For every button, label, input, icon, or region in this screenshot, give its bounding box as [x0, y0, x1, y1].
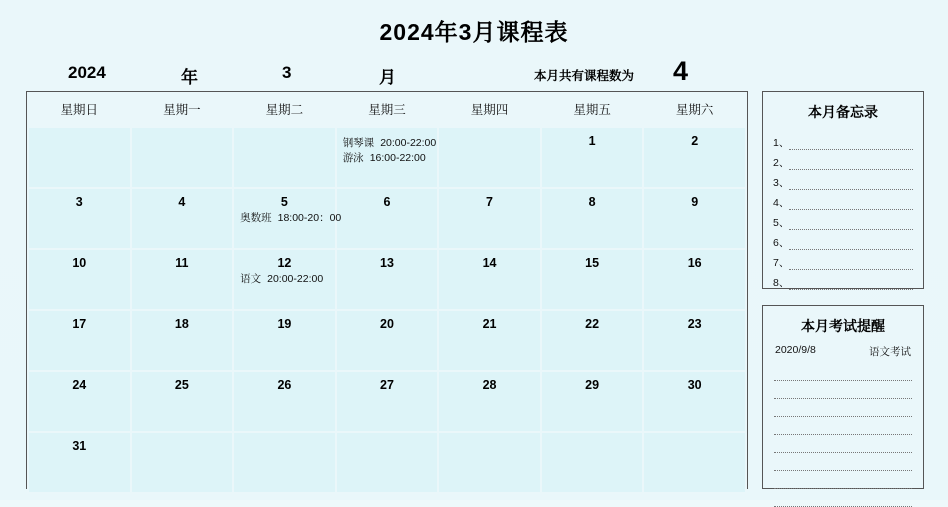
- memo-list: [763, 130, 923, 290]
- day-number: 19: [277, 317, 292, 331]
- event-entry[interactable]: [342, 136, 437, 151]
- weekday-header-2: 星期二: [233, 92, 336, 127]
- event-name: 游泳: [342, 152, 364, 164]
- memo-panel: [762, 91, 924, 289]
- calendar-cell[interactable]: [233, 127, 336, 188]
- day-number: 3: [75, 195, 83, 209]
- memo-item[interactable]: [773, 230, 913, 250]
- day-number: 10: [72, 256, 87, 270]
- day-number: 13: [380, 256, 394, 270]
- memo-item-number: 8、: [773, 277, 790, 289]
- day-number: 20: [380, 317, 394, 331]
- day-number: [337, 433, 438, 439]
- memo-item[interactable]: [773, 270, 913, 290]
- calendar-week-row: [28, 127, 746, 188]
- weekday-header-4: 星期四: [438, 92, 541, 127]
- calendar-week-row: [28, 249, 746, 310]
- exam-blank-line[interactable]: [774, 399, 912, 417]
- exam-blank-line[interactable]: [774, 489, 912, 507]
- memo-item-line: [789, 218, 913, 230]
- calendar-cell[interactable]: [131, 249, 234, 310]
- calendar-cell[interactable]: [131, 310, 234, 371]
- exam-rows: [763, 344, 923, 361]
- exam-title: 本月考试提醒: [801, 318, 885, 334]
- calendar-cell[interactable]: [336, 127, 439, 188]
- calendar-cell[interactable]: [131, 127, 234, 188]
- memo-item-number: 4、: [773, 197, 790, 209]
- day-number: 7: [486, 195, 493, 209]
- day-number: 16: [687, 256, 702, 270]
- exam-panel: [762, 305, 924, 489]
- memo-title: 本月备忘录: [808, 104, 878, 120]
- calendar-cell[interactable]: [438, 127, 541, 188]
- exam-blank-line[interactable]: [774, 435, 912, 453]
- memo-item-line: [789, 278, 913, 290]
- event-time: 18:00-20：00: [277, 212, 342, 224]
- event-entry[interactable]: [240, 211, 342, 226]
- memo-item-number: 6、: [773, 237, 790, 249]
- calendar-cell[interactable]: [643, 188, 746, 249]
- calendar-cell[interactable]: [541, 188, 644, 249]
- calendar-week-row: [28, 188, 746, 249]
- page-title: 2024年3月课程表: [379, 19, 569, 45]
- calendar-cell[interactable]: [541, 310, 644, 371]
- day-number: [132, 433, 233, 439]
- calendar-cell[interactable]: [541, 432, 644, 493]
- day-events: [234, 270, 335, 287]
- year-label: 年: [181, 68, 198, 87]
- day-number: 23: [687, 317, 702, 331]
- exam-row[interactable]: [763, 344, 923, 361]
- exam-blank-line[interactable]: [774, 453, 912, 471]
- calendar-cell[interactable]: [336, 249, 439, 310]
- memo-item-number: 5、: [773, 217, 790, 229]
- calendar-cell[interactable]: [28, 371, 131, 432]
- month-value: 3: [282, 63, 292, 82]
- day-number: 26: [277, 378, 292, 392]
- memo-item-line: [789, 158, 913, 170]
- event-name: 语文: [240, 273, 262, 285]
- event-name: 钢琴课: [342, 137, 375, 149]
- calendar-cell[interactable]: [131, 188, 234, 249]
- month-label: 月: [379, 68, 396, 87]
- event-time: 16:00-22:00: [369, 152, 426, 164]
- memo-item-line: [789, 138, 913, 150]
- weekday-header-6: 星期六: [643, 92, 746, 127]
- calendar-cell[interactable]: [28, 249, 131, 310]
- weekday-header-5: 星期五: [541, 92, 644, 127]
- day-number: 31: [72, 439, 87, 453]
- exam-blank-line[interactable]: [774, 363, 912, 381]
- year-value: 2024: [68, 63, 106, 82]
- calendar-cell[interactable]: [233, 371, 336, 432]
- calendar-cell[interactable]: [643, 249, 746, 310]
- exam-blank-line[interactable]: [774, 471, 912, 489]
- calendar-cell[interactable]: [131, 432, 234, 493]
- memo-item-line: [789, 238, 913, 250]
- day-number: [542, 433, 643, 439]
- calendar-cell[interactable]: [233, 188, 342, 249]
- calendar-cell[interactable]: [643, 310, 746, 371]
- calendar-cell[interactable]: [643, 127, 746, 188]
- day-number: 9: [691, 195, 699, 209]
- day-number: 5: [280, 195, 288, 209]
- exam-blank-line[interactable]: [774, 381, 912, 399]
- calendar-cell[interactable]: [28, 310, 131, 371]
- course-count-label: 本月共有课程数为: [534, 69, 635, 83]
- calendar-cell[interactable]: [541, 127, 644, 188]
- day-number: 11: [175, 256, 189, 270]
- exam-date: 2020/9/8: [775, 344, 816, 356]
- day-number: 25: [174, 378, 189, 392]
- calendar-cell[interactable]: [28, 432, 131, 493]
- day-number: 28: [482, 378, 497, 392]
- event-entry[interactable]: [343, 151, 434, 166]
- memo-item[interactable]: [773, 130, 913, 150]
- calendar-week-row: [28, 371, 746, 432]
- day-number: 6: [383, 195, 391, 209]
- day-number: [234, 433, 335, 439]
- calendar-cell[interactable]: [28, 127, 131, 188]
- day-number: 4: [178, 195, 186, 209]
- memo-item-line: [789, 258, 913, 270]
- calendar-cell[interactable]: [541, 371, 644, 432]
- calendar-cell[interactable]: [643, 432, 746, 493]
- exam-blank-line[interactable]: [774, 417, 912, 435]
- day-number: 30: [687, 378, 702, 392]
- day-number: 8: [588, 195, 596, 209]
- calendar-week-row: [28, 432, 746, 493]
- calendar-cell[interactable]: [438, 249, 541, 310]
- memo-item[interactable]: [773, 250, 913, 270]
- day-number: 15: [585, 256, 600, 270]
- calendar-cell[interactable]: [131, 371, 234, 432]
- day-number: [132, 128, 233, 134]
- event-name: 奥数班: [240, 212, 272, 224]
- day-number: 1: [588, 134, 596, 148]
- calendar-cell[interactable]: [438, 371, 541, 432]
- calendar-cell[interactable]: [233, 249, 336, 310]
- calendar-cell[interactable]: [233, 432, 336, 493]
- exam-name: 语文考试: [869, 346, 911, 358]
- day-number: 2: [691, 134, 699, 148]
- day-number: [439, 433, 540, 439]
- calendar-cell[interactable]: [643, 371, 746, 432]
- memo-item-number: 1、: [773, 137, 790, 149]
- calendar-cell[interactable]: [28, 188, 131, 249]
- memo-item-number: 2、: [773, 157, 790, 169]
- day-number: 24: [72, 378, 87, 392]
- day-number: [439, 128, 540, 134]
- memo-item[interactable]: [773, 170, 913, 190]
- event-entry[interactable]: [240, 272, 331, 287]
- day-number: 22: [585, 317, 600, 331]
- calendar-grid: [26, 91, 748, 489]
- day-number: [29, 128, 130, 134]
- memo-item-line: [789, 198, 913, 210]
- weekday-header-0: 星期日: [28, 92, 131, 127]
- weekday-header-1: 星期一: [131, 92, 234, 127]
- memo-item-line: [789, 178, 913, 190]
- day-number: 18: [174, 317, 189, 331]
- day-number: 12: [277, 256, 292, 270]
- calendar-cell[interactable]: [541, 249, 644, 310]
- calendar-cell[interactable]: [336, 310, 439, 371]
- day-number: 17: [72, 317, 87, 331]
- calendar-cell[interactable]: [233, 310, 336, 371]
- day-number: 29: [585, 378, 600, 392]
- day-events: [337, 134, 438, 166]
- calendar-cell[interactable]: [336, 432, 439, 493]
- day-number: [234, 128, 335, 134]
- memo-item-number: 7、: [773, 257, 790, 269]
- day-number: 27: [380, 378, 394, 392]
- calendar-cell[interactable]: [438, 188, 541, 249]
- calendar-cell[interactable]: [336, 188, 439, 249]
- memo-item[interactable]: [773, 150, 913, 170]
- day-number: 14: [482, 256, 497, 270]
- calendar-cell[interactable]: [336, 371, 439, 432]
- event-time: 20:00-22:00: [267, 273, 324, 285]
- memo-item-number: 3、: [773, 177, 790, 189]
- schedule-header: [0, 55, 948, 95]
- weekday-header-row: [28, 92, 746, 127]
- memo-item[interactable]: [773, 210, 913, 230]
- calendar-week-row: [28, 310, 746, 371]
- calendar-cell[interactable]: [438, 432, 541, 493]
- calendar-cell[interactable]: [438, 310, 541, 371]
- exam-blank-lines: [763, 361, 923, 507]
- memo-item[interactable]: [773, 190, 913, 210]
- day-events: [234, 209, 342, 226]
- event-time: 20:00-22:00: [380, 137, 437, 149]
- weekday-header-3: 星期三: [336, 92, 439, 127]
- day-number: 21: [482, 317, 497, 331]
- day-number: [644, 433, 745, 439]
- course-count-value: 4: [673, 56, 689, 86]
